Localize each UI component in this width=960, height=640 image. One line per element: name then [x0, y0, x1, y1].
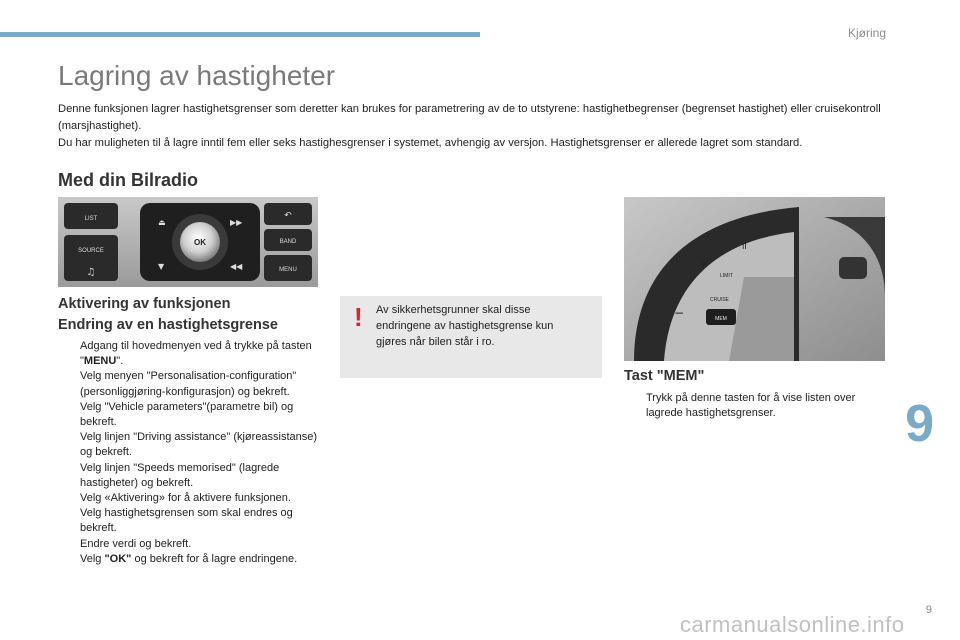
minus-icon: − [674, 306, 685, 320]
music-note-icon: ♫ [86, 267, 96, 278]
step-text: Velg linjen "Speeds memorised" (lagrede hastigheter) og bekreft. [80, 461, 280, 489]
step-text: ". [116, 355, 124, 368]
step-text: Velg hastighetsgrensen som skal endres og bekreft. [80, 507, 293, 535]
list-item [58, 461, 320, 491]
intro-text [58, 101, 908, 152]
steps-list [58, 339, 320, 567]
section-title: Med din Bilradio [58, 170, 199, 190]
list-item [58, 430, 320, 460]
list-item [624, 391, 886, 421]
eject-icon: ⏏ [158, 218, 166, 227]
fast-forward-icon: ▶▶ [230, 218, 243, 227]
cruise-label: CRUISE [710, 297, 729, 303]
list-item [58, 400, 320, 430]
page-title: Lagring av hastigheter [58, 60, 336, 91]
warning-text: Av sikkerhetsgrunner skal disse endringene av hastighetsgrense kun gjøres når bilen står i ro. [376, 304, 554, 348]
step-text: og bekreft for å lagre endringene. [131, 552, 298, 565]
list-item [58, 537, 320, 552]
warning-icon: ! [354, 302, 363, 332]
list-item [58, 506, 320, 536]
list-item [58, 369, 320, 399]
pause-icon: II [742, 242, 747, 251]
ok-label: OK [194, 238, 206, 247]
intro-paragraph-2: Du har muligheten til å lagre inntil fem eller seks hastighesgrenser i systemet, avhengig av versjon. Hastighetsgrenser er allerede lagret som standard. [58, 137, 803, 149]
step-text: Velg "Vehicle parameters"(parametre bil) og bekreft. [80, 400, 294, 429]
chapter-number: 9 [905, 395, 934, 453]
plus-icon: + [700, 259, 709, 270]
step-text: Trykk på denne tasten for å vise listen over lagrede hastighetsgrenser. [646, 392, 856, 420]
step-text: Adgang til hovedmenyen ved å trykke på tasten " [80, 340, 312, 368]
step-text: Velg menyen "Personalisation-configuration" (personliggjøring-konfigurasjon) og bekreft. [80, 370, 297, 398]
page-number: 9 [925, 604, 932, 616]
back-icon: ↶ [284, 211, 292, 221]
chapter-label: Kjøring [847, 26, 886, 40]
mem-steps-list [624, 391, 886, 421]
list-item [58, 552, 320, 567]
radio-panel-image [58, 197, 318, 287]
rewind-icon: ◀◀ [230, 262, 243, 271]
step-text: Velg «Aktivering» for å aktivere funksjonen. [80, 492, 291, 505]
heading-change-limit: Endring av en hastighetsgrense [58, 317, 278, 333]
steering-wheel-image [624, 197, 885, 361]
list-item [58, 491, 320, 506]
limit-label: LIMIT [720, 273, 733, 279]
header-accent-bar [0, 32, 480, 37]
source-label: SOURCE [78, 248, 104, 254]
band-label: BAND [279, 239, 297, 245]
down-arrow-icon: ▼ [158, 262, 165, 271]
menu-label: MENU [279, 267, 297, 273]
list-item [58, 339, 320, 369]
step-bold: MENU [83, 355, 117, 368]
step-text: Velg linjen "Driving assistance" (kjøreassistanse) og bekreft. [80, 431, 318, 459]
step-bold: "OK" [104, 552, 132, 565]
step-text: Endre verdi og bekreft. [80, 537, 192, 550]
step-text: Velg [80, 552, 105, 565]
intro-paragraph-1: Denne funksjonen lagrer hastighetsgrenser som deretter kan brukes for parametrering av de to utstyrene: hastighetbegrenser (begrenset hastighet) eller cruisekontroll (marsjhastighet). [58, 103, 881, 132]
warning-box [340, 296, 602, 378]
heading-activation: Aktivering av funksjonen [58, 296, 231, 312]
heading-mem-key: Tast "MEM" [624, 368, 705, 384]
list-label: LIST [84, 216, 98, 222]
mem-label: MEM [715, 316, 727, 322]
footer-watermark: carmanualsonline.info [680, 612, 905, 637]
